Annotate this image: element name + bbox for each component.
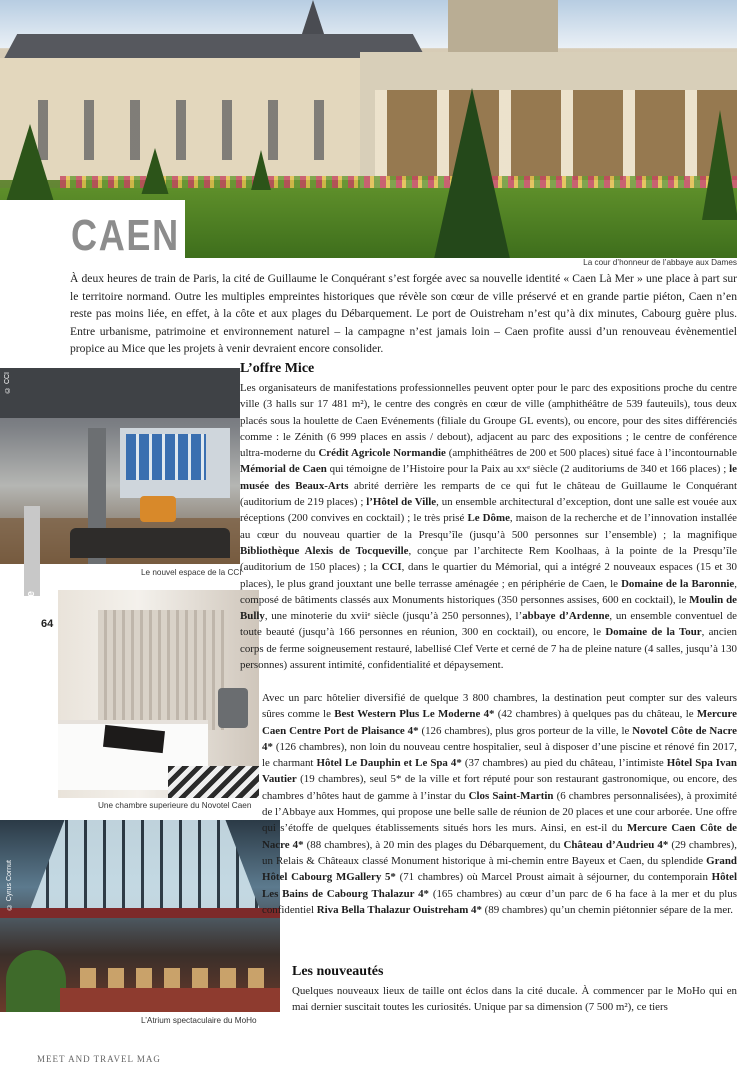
- heading-offre-mice: L’offre Mice: [240, 361, 315, 376]
- bold-venue-name: Hôtel Spa Ivan Vautier: [262, 757, 737, 786]
- photo-credit-cci: © CCI: [4, 372, 11, 393]
- bold-venue-name: Hôtel Les Bains de Cabourg Thalazur 4*: [262, 871, 737, 900]
- bold-venue-name: Domaine de la Tour: [605, 626, 702, 639]
- bold-venue-name: Crédit Agricole Normandie: [318, 447, 446, 460]
- paragraph-venues: Les organisateurs de manifestations professionnelles peuvent opter pour le parc des expositions proche du centre ville (3 halls sur 17 481 m²), le centre des congrès en cœur de ville (amphithéâtre de 539 fauteuils), tous deux placés sous la houlette de Caen Evénements (filiale du Groupe GL events), ou encore, pour des sites différenciés comme : le Zénith (6 999 places en assis / debout), adjacent au parc des expositions ; le centre de conférence ultra-moderne du Crédit Agricole Normandie (amphithéâtres de 200 et 500 places) situé face à l’incontournable Mémorial de Caen qui témoigne de l’Histoire pour la Paix au xxᵉ siècle (2 auditoriums de 340 et 166 places) ; le musée des Beaux-Arts abrité derrière les remparts de ce qui fut le château de Guillaume le Conquérant (auditorium de 219 places) ; l’Hôtel de Ville, un ensemble architectural d’exception, dont une salle est vouée aux réceptions (200 convives en cocktail) ; le très prisé Le Dôme, maison de la recherche et de l’innovation installée au cœur du nouveau quartier de la Presqu’île (jusqu’à 500 personnes sur l’ensemble) ; la magnifique Bibliothèque Alexis de Tocqueville, conçue par l’architecte Rem Koolhaas, à la pointe de la Presqu’île (auditorium de 150 places) ; la CCI, dans le quartier du Mémorial, qui a intégré 2 nouveaux espaces (15 et 30 places), le plus grand jouxtant une belle terrasse aménagée ; en périphérie de Caen, le Domaine de la Baronnie, composé de bâtiments classés aux Monuments historiques (350 personnes assises, 600 en cocktail), le Moulin de Bully, une minoterie du xviiᵉ siècle (jusqu’à 250 personnes), l’abbaye d’Ardenne, un ensemble conventuel de toute beauté (jusqu’à 166 personnes en réunion, 300 en cocktail), ou encore, le Domaine de la Tour, ancien corps de ferme soigneusement restauré, labellisé Clef Verte et cerné de 7 ha de pleine nature (4 salles, jusqu’à 130 personnes) assurent intimité, confidentialité et dépaysement.: [240, 382, 738, 672]
- bold-venue-name: CCI: [381, 561, 402, 574]
- caption-moho: L’Atrium spectaculaire du MoHo: [141, 1016, 257, 1025]
- bold-venue-name: Moulin de Bully: [240, 593, 737, 623]
- bold-venue-name: Clos Saint-Martin: [468, 789, 554, 802]
- bold-venue-name: Hôtel Le Dauphin et Le Spa 4*: [316, 757, 462, 770]
- page-title: CAEN: [71, 211, 180, 260]
- section-tab: [24, 506, 40, 596]
- caption-cci: Le nouvel espace de la CCI: [141, 568, 242, 577]
- magazine-footer: MEET AND TRAVEL MAG: [37, 1054, 161, 1064]
- bold-venue-name: Domaine de la Baronnie: [621, 577, 735, 590]
- bold-venue-name: Le Dôme: [467, 512, 510, 525]
- bold-venue-name: le musée des Beaux-Arts: [240, 463, 738, 492]
- bold-venue-name: Riva Bella Thalazur Ouistreham 4*: [316, 903, 482, 916]
- bold-venue-name: l’Hôtel de Ville: [366, 496, 437, 509]
- bold-venue-name: Mercure Caen Centre Port de Plaisance 4*: [262, 708, 737, 737]
- section-label: NoRMaNDIe: [25, 590, 37, 662]
- hero-caption: La cour d’honneur de l’abbaye aux Dames: [583, 258, 737, 267]
- bold-venue-name: Novotel Côte de Nacre 4*: [262, 724, 737, 753]
- bold-venue-name: Mémorial de Caen: [240, 463, 327, 476]
- paragraph-hotels: Avec un parc hôtelier diversifié de quelque 3 800 chambres, la destination peut compter sur des valeurs sûres comme le Best Western Plus Le Moderne 4* (42 chambres) à quelques pas du château, le Mercure Caen Centre Port de Plaisance 4* (126 chambres), plus gros porteur de la ville, le Novotel Côte de Nacre 4* (126 chambres), non loin du nouveau centre hospitalier, seul à disposer d’une piscine et rénové fin 2017, le charmant Hôtel Le Dauphin et Le Spa 4* (37 chambres) au pied du château, l’intimiste Hôtel Spa Ivan Vautier (19 chambres), seul 5* de la ville et fort réputé pour son restaurant gastronomique, ou encore, des chambres d’hôtes haut de gamme à l’instar du Clos Saint-Martin (6 chambres personnalisées), à proximité de l’Abbaye aux Hommes, qui propose une belle salle de réunion de 20 places et une cour arborée. Une offre qui s’étoffe de quelques établissements situés hors les murs. Ainsi, en est-il du Mercure Caen Côte de Nacre 4* (88 chambres), à 20 min des plages du Débarquement, du Château d’Audrieu 4* (29 chambres), un Relais & Châteaux classé Monument historique à mi-chemin entre Bayeux et Caen, du splendide Grand Hôtel Cabourg MGallery 5* (71 chambres) où Marcel Proust aimait à séjourner, du contemporain Hôtel Les Bains de Cabourg Thalazur 4* (165 chambres) au cœur d’un parc de 6 ha face à la mer et du plus confidentiel Riva Bella Thalazur Ouistreham 4* (89 chambres) qu’un chemin piétonnier sépare de la mer.: [262, 692, 737, 916]
- photo-credit-moho: © Cyrus Cornut: [6, 860, 13, 911]
- bold-venue-name: Mercure Caen Côte de Nacre 4*: [262, 822, 737, 851]
- photo-moho-atrium: [0, 820, 280, 1012]
- heading-nouveautes: Les nouveautés: [292, 964, 384, 979]
- photo-novotel-room: [58, 590, 259, 798]
- bold-venue-name: Best Western Plus Le Moderne 4*: [334, 708, 495, 721]
- caption-novotel: Une chambre superieure du Novotel Caen: [98, 801, 252, 810]
- bold-venue-name: Grand Hôtel Cabourg MGallery 5*: [262, 854, 737, 884]
- bold-venue-name: Bibliothèque Alexis de Tocqueville: [240, 544, 409, 557]
- page-number: 64: [41, 618, 54, 630]
- bold-venue-name: Château d’Audrieu 4*: [563, 838, 669, 851]
- paragraph-nouveautes: Quelques nouveaux lieux de taille ont éclos dans la cité ducale. À commencer par le MoHo qui en mai dernier suscitait toutes les curiosités. Unique par sa dimension (7 500 m²), ce tiers: [292, 985, 737, 1014]
- bold-venue-name: abbaye d’Ardenne: [522, 610, 610, 623]
- intro-paragraph: À deux heures de train de Paris, la cité de Guillaume le Conquérant s’est forgée avec sa nouvelle identité « Caen Là Mer » une place à part sur le territoire normand. Outre les multiples empreintes historiques que révèle son cœur de ville préservé et en grande partie piéton, Caen n’en reste pas moins liée, en effet, à la côte et aux plages du Débarquement. Le port de Ouistreham n’est qu’à dix minutes, Cabourg guère plus. Entre urbanisme, patrimoine et environnement naturel – la campagne n’est jamais loin – Caen profite aussi d’un renouveau évènementiel propice au Mice que les projets à venir devraient encore consolider.: [70, 272, 737, 356]
